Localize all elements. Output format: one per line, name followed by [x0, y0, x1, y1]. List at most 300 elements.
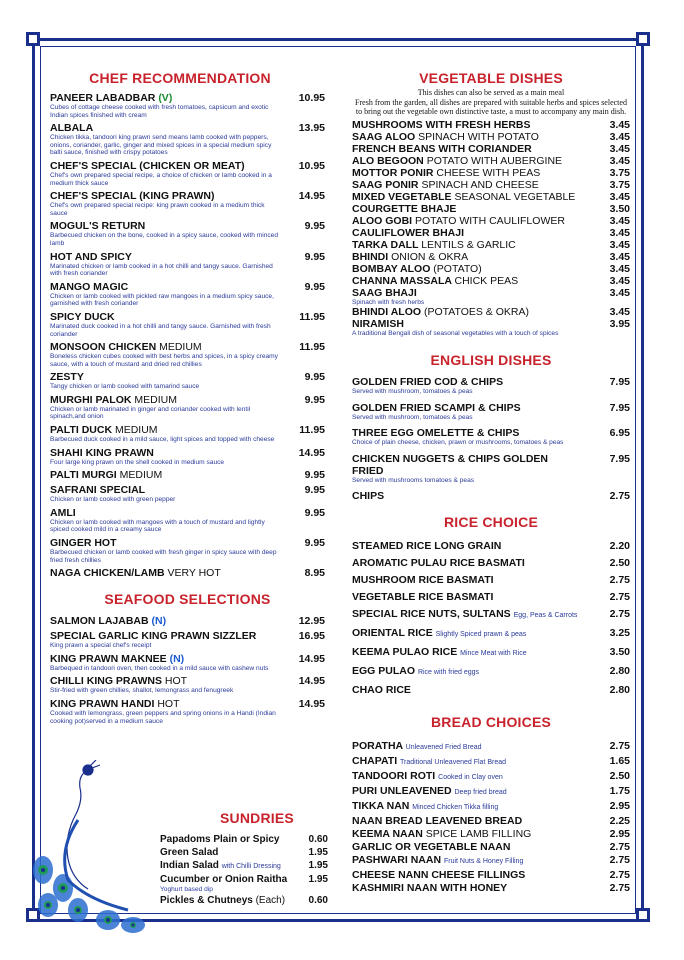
menu-item [352, 191, 630, 203]
item-name-text: MANGO MAGIC [50, 280, 129, 293]
menu-item-name [352, 540, 630, 552]
menu-item-name [352, 841, 630, 853]
menu-item-description: A traditional Bengali dish of seasonal vegetables with a touch of spices [352, 330, 559, 338]
item-name-text: CHEF'S SPECIAL (KING PRAWN) [50, 190, 215, 203]
menu-item-name [352, 755, 630, 769]
menu-item-name [352, 740, 630, 754]
menu-item [352, 665, 630, 679]
menu-item-price: 1.75 [609, 785, 630, 798]
menu-item-name [352, 167, 630, 179]
corner-ornament [636, 908, 650, 922]
item-name-text: AROMATIC PULAU RICE BASMATI [352, 557, 525, 570]
menu-item-name [352, 376, 630, 388]
item-inline-note: Egg, Peas & Carrots [513, 612, 578, 620]
menu-item [50, 341, 325, 368]
menu-item [352, 684, 630, 696]
menu-item-price: 2.75 [609, 740, 630, 753]
menu-item-name [160, 847, 328, 859]
item-name-text: MOGUL'S RETURN [50, 220, 146, 233]
menu-item-price: 0.60 [308, 834, 328, 845]
item-name-text: SAAG PONIR [352, 178, 419, 191]
menu-item [352, 453, 630, 485]
item-name-text: PALTI MURGI [50, 469, 117, 482]
menu-item-name [160, 834, 328, 846]
menu-item [352, 841, 630, 853]
veg-intro-1: This dishes can also be served as a main meal [417, 88, 565, 97]
item-subtitle: VERY HOT [167, 567, 221, 580]
section-title-english: ENGLISH DISHES [430, 351, 552, 368]
menu-item [352, 306, 630, 318]
menu-item [50, 653, 325, 673]
menu-item-description: Stir-fried with green chillies, shallot, lemongrass and fenugreek [50, 687, 234, 695]
item-subtitle: ONION & OKRA [391, 250, 469, 263]
menu-item-name [352, 770, 630, 784]
item-name-text: SHAHI KING PRAWN [50, 446, 154, 459]
item-name-text: PORATHA [352, 740, 403, 753]
item-subtitle: MEDIUM [134, 393, 177, 406]
menu-item [50, 220, 325, 247]
menu-item-name [50, 537, 325, 549]
item-name-text: Green Salad [160, 847, 219, 858]
item-name-text: MOTTOR PONIR [352, 166, 434, 179]
menu-item [160, 834, 328, 846]
menu-item [50, 92, 325, 119]
item-name-text: CHEF'S SPECIAL (CHICKEN OR MEAT) [50, 159, 245, 172]
menu-item [50, 281, 325, 308]
menu-item-name [50, 567, 325, 579]
menu-item-price: 3.95 [609, 318, 630, 331]
menu-item-name [352, 203, 630, 215]
menu-item-price: 2.20 [609, 540, 630, 553]
sundries-section [160, 810, 328, 908]
menu-item [352, 376, 630, 396]
menu-item [352, 167, 630, 179]
menu-item-name [50, 160, 325, 172]
menu-item [50, 251, 325, 278]
item-name-text: BHINDI [352, 250, 389, 263]
menu-item [352, 239, 630, 251]
menu-item-price: 3.45 [609, 238, 630, 251]
menu-item-name [352, 251, 630, 263]
menu-item-name [352, 828, 630, 840]
menu-item-price: 6.95 [609, 427, 630, 440]
menu-item-price: 3.45 [609, 118, 630, 131]
item-name-text: ALO BEGOON [352, 154, 424, 167]
item-name-text: GOLDEN FRIED COD & CHIPS [352, 375, 504, 388]
menu-item [50, 630, 325, 650]
menu-item-name [50, 220, 325, 232]
menu-item [352, 828, 630, 840]
menu-item-name [352, 263, 630, 275]
item-name-text: MURGHI PALOK [50, 393, 132, 406]
item-name-text: KEEMA PULAO RICE [352, 646, 458, 659]
item-name-text: TARKA DALL [352, 238, 419, 251]
menu-item-name [160, 874, 328, 886]
menu-item [352, 143, 630, 155]
item-name-text: NAAN BREAD LEAVENED BREAD [352, 815, 523, 828]
menu-item-price: 11.95 [299, 310, 325, 323]
menu-item [352, 740, 630, 754]
menu-item-price: 2.25 [609, 815, 630, 828]
menu-item [352, 755, 630, 769]
item-name-text: SAFRANI SPECIAL [50, 484, 146, 497]
menu-item-price: 14.95 [298, 190, 325, 203]
menu-item-description: Barbecued chicken on the bone, cooked in a spicy sauce, cooked with minced lamb [50, 232, 278, 247]
menu-item-name [352, 684, 630, 696]
menu-item-description: Chicken tikka, tandoori king prawn send means lamb cooked with peppers, onions, coriander, garlic, ginger and mixed spices in a special medium spicy balti sauce, finished with crispy potatoes [50, 134, 272, 157]
item-name-text: NIRAMISH [352, 318, 404, 331]
menu-item-name [50, 424, 325, 436]
item-name-text: CHEESE NANN CHEESE FILLINGS [352, 869, 526, 882]
menu-item-description: Barbequed in tandoori oven, then cooked in a mild sauce with cashew nuts [50, 664, 269, 672]
menu-item-price: 2.75 [609, 869, 630, 882]
menu-item-price: 3.50 [609, 646, 630, 659]
menu-item [352, 627, 630, 641]
right-column [352, 70, 630, 895]
menu-item-name [352, 427, 630, 439]
item-inline-note: Unleavened Fried Bread [405, 744, 482, 752]
item-name-text: COURGETTE BHAJE [352, 202, 457, 215]
english-list [352, 376, 630, 502]
menu-item-price: 2.75 [609, 608, 630, 621]
menu-item-description: Marinated duck cooked in a hot chilli and tangy sauce. Garnished with fresh coriander [50, 322, 271, 338]
menu-item [50, 447, 325, 467]
item-name-text: GARLIC OR VEGETABLE NAAN [352, 841, 511, 854]
section-title-sundries: SUNDRIES [220, 810, 294, 826]
menu-item-name [352, 215, 630, 227]
item-name-text: CHILLI KING PRAWNS [50, 675, 162, 688]
menu-item-price: 16.95 [298, 630, 325, 643]
menu-item-price: 3.45 [609, 130, 630, 143]
section-title-seafood: SEAFOOD SELECTIONS [104, 591, 271, 608]
menu-item-name [352, 646, 630, 660]
menu-item-description: Choice of plain cheese, chicken, prawn or mushrooms, tomatoes & peas [352, 439, 564, 447]
menu-item-description: Chef's own prepared special recipe, a choice of chicken or lamb cooked in a medium thick sauce [50, 171, 272, 187]
item-subtitle: LENTILS & GARLIC [421, 238, 516, 251]
menu-item [352, 155, 630, 167]
item-name-text: BHINDI ALOO [352, 306, 422, 319]
menu-item-price: 9.95 [304, 393, 325, 406]
menu-item [352, 785, 630, 799]
bread-list [352, 740, 630, 894]
menu-item-description: Boneless chicken cubes cooked with best herbs and spices, in a spicy creamy sauce, with a touch of mustard and dried red chillies [50, 353, 278, 368]
menu-item [50, 190, 325, 217]
menu-item-price: 9.95 [304, 484, 325, 497]
menu-item [160, 895, 328, 907]
menu-item-name [50, 190, 325, 202]
menu-item-description: Barbecued duck cooked in a mild sauce, light spices and topped with cheese [50, 436, 275, 444]
left-column [50, 70, 325, 728]
menu-item [352, 540, 630, 552]
item-inline-note: with Chilli Dressing [221, 863, 281, 870]
menu-item-description: Four large king prawn on the shell cooked in medium sauce [50, 458, 225, 466]
menu-item-price: 14.95 [298, 446, 325, 459]
menu-item [50, 371, 325, 391]
menu-item-description: Served with mushroom, tomatoes & peas [352, 387, 473, 395]
menu-item-description: Chicken or lamb cooked with green pepper [50, 496, 176, 504]
menu-item-price: 9.95 [304, 537, 325, 550]
menu-item-name [50, 92, 325, 104]
item-name-text: HOT AND SPICY [50, 250, 132, 263]
item-subtitle: HOT [164, 675, 188, 688]
menu-item-price: 8.95 [304, 567, 325, 580]
item-name-text: ALBALA [50, 122, 94, 135]
item-name-text: SPICY DUCK [50, 310, 115, 323]
item-name-text: Papadoms Plain or Spicy [160, 834, 280, 845]
item-subtitle: (POTATO) [433, 262, 482, 275]
menu-item [352, 869, 630, 881]
menu-item-description: King prawn a special chef's receipt [50, 642, 152, 650]
menu-item [352, 203, 630, 215]
menu-item-price: 3.45 [609, 274, 630, 287]
menu-item-name [352, 785, 630, 799]
rice-list [352, 540, 630, 696]
menu-item-name [352, 608, 630, 622]
item-subtitle: MEDIUM [114, 424, 158, 437]
menu-item [352, 275, 630, 287]
item-subtitle: MEDIUM [119, 469, 163, 482]
menu-item-price: 3.75 [609, 178, 630, 191]
menu-item-name [352, 287, 630, 299]
menu-item-price: 11.95 [299, 341, 325, 354]
menu-item-name [50, 447, 325, 459]
chef-list [50, 92, 325, 579]
menu-item [352, 179, 630, 191]
menu-item-name [50, 311, 325, 323]
menu-item [352, 402, 630, 422]
item-name-text: MONSOON CHICKEN [50, 341, 157, 354]
menu-item-price: 2.50 [609, 557, 630, 570]
item-name-text: CHAO RICE [352, 684, 411, 697]
section-title-chef: CHEF RECOMMENDATION [89, 70, 271, 86]
menu-item-price: 10.95 [298, 92, 325, 104]
item-name-text: VEGETABLE RICE BASMATI [352, 591, 494, 604]
item-subtitle: POTATO WITH CAULIFLOWER [415, 214, 565, 227]
menu-item [352, 574, 630, 586]
sundries-list [160, 834, 328, 907]
menu-item-name [50, 653, 325, 665]
item-subtitle: SPINACH WITH POTATO [418, 130, 539, 143]
section-title-vegetable: VEGETABLE DISHES [419, 70, 563, 86]
menu-item [352, 770, 630, 784]
menu-item-price: 2.75 [609, 591, 630, 604]
item-subtitle: POTATO WITH AUBERGINE [426, 154, 563, 167]
menu-item-price: 9.95 [304, 371, 325, 384]
menu-item-price: 7.95 [609, 401, 630, 414]
menu-item [50, 394, 325, 421]
menu-item [50, 122, 325, 157]
menu-item-description: Chicken or lamb cooked with pickled raw mangoes in a medium spicy sauce, garnished with fresh coriander [50, 292, 274, 308]
menu-item-description: Served with mushrooms tomatoes & peas [352, 476, 475, 484]
item-name-text: Indian Salad [160, 860, 219, 871]
menu-item-price: 3.45 [609, 154, 630, 167]
menu-item [352, 490, 630, 502]
menu-item-name [50, 698, 325, 710]
item-name-text: BOMBAY ALOO [352, 262, 431, 275]
peacock-icon [18, 760, 158, 935]
menu-item-price: 9.95 [304, 280, 325, 293]
menu-item-price: 9.95 [304, 220, 325, 233]
menu-item [352, 800, 630, 814]
menu-item-price: 3.45 [609, 306, 630, 319]
menu-item-price: 7.95 [609, 452, 630, 465]
menu-item-name [50, 281, 325, 293]
menu-item-name [50, 371, 325, 383]
menu-item-name [50, 484, 325, 496]
menu-item [50, 698, 325, 725]
item-name-text: MUSHROOMS WITH FRESH HERBS [352, 118, 531, 131]
item-name-text: SAAG BHAJI [352, 286, 417, 299]
menu-item-description: Cubes of cottage cheese cooked with fresh tomatoes, capsicum and exotic Indian spices finished with cream [50, 104, 269, 119]
menu-item-description: Cooked with lemongrass, green peppers and spring onions in a Handi (Indian cooking pot)served in a medium sauce [50, 710, 276, 725]
menu-item-name [352, 815, 630, 827]
menu-item-price: 2.80 [609, 684, 630, 697]
menu-item [352, 608, 630, 622]
item-inline-note: Minced Chicken Tikka filling [412, 804, 499, 812]
menu-item [352, 251, 630, 263]
item-name-text: SPECIAL RICE NUTS, SULTANS [352, 608, 511, 621]
item-name-text: MIXED VEGETABLE [352, 190, 452, 203]
menu-item [352, 882, 630, 894]
menu-item-name [50, 122, 325, 134]
menu-item-name [352, 191, 630, 203]
menu-item-price: 3.45 [609, 190, 630, 203]
menu-item-name [352, 627, 630, 641]
item-name-text: MUSHROOM RICE BASMATI [352, 574, 494, 587]
item-name-text: SAAG ALOO [352, 130, 416, 143]
section-title-bread: BREAD CHOICES [430, 714, 552, 731]
menu-item-name [160, 895, 328, 907]
veg-list [352, 119, 630, 338]
menu-item-name [352, 854, 630, 868]
menu-item-price: 2.80 [609, 665, 630, 678]
menu-item-description: Barbecued chicken or lamb cooked with fresh ginger in spicy sauce with deep fried fresh chillies [50, 549, 277, 564]
menu-item-description: Chef's own prepared special recipe: king prawn cooked in a medium thick sauce [50, 202, 265, 217]
menu-item [352, 854, 630, 868]
menu-item-name [352, 490, 630, 502]
menu-item-description: Chicken or lamb marinated in ginger and coriander cooked with lentil spinach,and onion [50, 405, 251, 421]
menu-item-price: 11.95 [299, 424, 325, 437]
menu-item-price: 1.95 [308, 860, 328, 871]
item-name-text: SPECIAL GARLIC KING PRAWN SIZZLER [50, 630, 257, 643]
menu-item [50, 424, 325, 444]
item-subtitle: HOT [157, 698, 180, 710]
menu-item-name [352, 143, 630, 155]
menu-item-name [50, 630, 325, 642]
corner-ornament [636, 32, 650, 46]
menu-item-name [352, 119, 630, 131]
menu-item [352, 227, 630, 239]
item-subtitle: SEASONAL VEGETABLE [454, 190, 576, 203]
menu-item [50, 567, 325, 579]
menu-item [352, 591, 630, 603]
nuts-badge: (N) [151, 615, 167, 628]
menu-item [352, 263, 630, 275]
item-subtitle: CHEESE WITH PEAS [436, 166, 541, 179]
item-name-text: PANEER LABADBAR [50, 92, 156, 104]
menu-item-price: 3.45 [609, 142, 630, 155]
menu-item-price: 3.25 [609, 627, 630, 640]
menu-item [352, 427, 630, 447]
menu-item [50, 311, 325, 338]
menu-item-name [352, 800, 630, 814]
item-name-text: CHIPS [352, 490, 385, 503]
menu-item-price: 2.75 [609, 854, 630, 867]
item-name-text: FRENCH BEANS WITH CORIANDER [352, 142, 532, 155]
item-name-text: Pickles & Chutneys [160, 894, 253, 906]
item-name-text: KASHMIRI NAAN WITH HONEY [352, 882, 508, 895]
item-name-text: AMLI [50, 506, 76, 519]
item-name-text: KING PRAWN MAKNEE [50, 652, 167, 665]
menu-item-price: 7.95 [609, 375, 630, 388]
item-name-text: CAULIFLOWER BHAJI [352, 226, 464, 239]
menu-item-name [352, 227, 630, 239]
item-name-text: TANDOORI ROTI [352, 770, 436, 783]
menu-item-name [352, 179, 630, 191]
menu-item-description: Yoghurt based dip [160, 886, 213, 893]
menu-item [160, 874, 328, 894]
item-name-text: Cucumber or Onion Raitha [160, 874, 288, 885]
item-name-text: GOLDEN FRIED SCAMPI & CHIPS [352, 401, 521, 414]
item-name-text: EGG PULAO [352, 665, 416, 678]
menu-item-price: 9.95 [304, 469, 325, 482]
item-name-text: KING PRAWN HANDI [50, 698, 155, 710]
menu-item-name [352, 275, 630, 287]
item-name-text: ZESTY [50, 371, 84, 384]
menu-item-name [352, 882, 630, 894]
item-inline-note: Deep fried bread [454, 789, 507, 797]
menu-item-price: 3.75 [609, 166, 630, 179]
item-subtitle: (POTATOES & OKRA) [423, 306, 529, 319]
menu-item-price: 13.95 [298, 122, 325, 135]
menu-item [160, 847, 328, 859]
menu-item-price: 14.95 [298, 698, 325, 710]
corner-ornament [26, 32, 40, 46]
menu-item [352, 287, 630, 307]
item-subtitle: SPICE LAMB FILLING [425, 828, 532, 841]
menu-item-price: 9.95 [304, 250, 325, 263]
nuts-badge: (N) [169, 652, 185, 665]
menu-item-name [352, 155, 630, 167]
item-subtitle: (Each) [255, 894, 286, 906]
menu-item-name [50, 251, 325, 263]
menu-item-description: Chicken or lamb cooked with mangoes with a touch of mustard and lightly spiced cooked mild in a creamy sauce [50, 518, 265, 534]
menu-item [352, 131, 630, 143]
item-name-text: CHANNA MASSALA [352, 274, 452, 287]
menu-item-name [352, 318, 630, 330]
menu-item-price: 1.95 [308, 847, 328, 858]
menu-item [50, 675, 325, 695]
menu-item [352, 215, 630, 227]
item-name-text: CHICKEN NUGGETS & CHIPS GOLDEN FRIED [352, 452, 549, 477]
menu-item-name [50, 394, 325, 406]
menu-item-price: 14.95 [298, 652, 325, 665]
item-inline-note: Fruit Nuts & Honey Filling [443, 858, 524, 866]
menu-item-price: 0.60 [308, 894, 328, 906]
menu-item-name [50, 675, 325, 687]
item-name-text: PASHWARI NAAN [352, 854, 442, 867]
menu-item-name [50, 615, 325, 627]
menu-item-description: Tangy chicken or lamb cooked with tamarind sauce [50, 383, 200, 391]
item-name-text: KEEMA NAAN [352, 828, 423, 841]
item-name-text: PALTI DUCK [50, 424, 113, 437]
menu-item-name [352, 402, 630, 414]
item-inline-note: Traditional Unleavened Flat Bread [400, 759, 506, 767]
menu-item-price: 14.95 [298, 675, 325, 688]
item-name-text: TIKKA NAN [352, 800, 410, 813]
menu-item [352, 119, 630, 131]
menu-item-price: 3.45 [609, 214, 630, 227]
